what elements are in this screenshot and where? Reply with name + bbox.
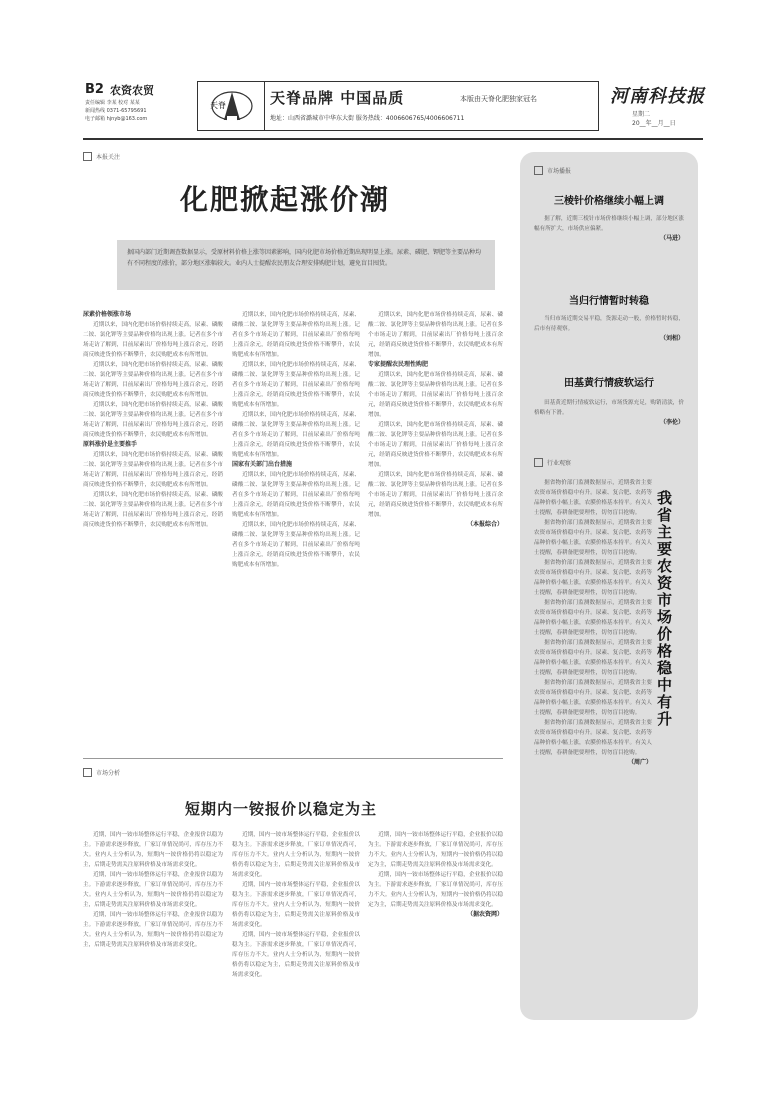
brief-body xyxy=(534,398,684,428)
paragraph: 近期，国内一铵市场整体运行平稳，企业报价以稳为主。下游需求逐步释放，厂家订单情况尚可，库存压力不大。业内人士分析认为，短期内一铵价格仍将以稳定为主，后期走势需关注原料价格及市场需求变化。 xyxy=(368,872,503,908)
subhead: 专家提醒农民理性购肥 xyxy=(368,361,429,368)
section-divider xyxy=(83,758,503,759)
byline: （据农资网） xyxy=(466,911,503,918)
subhead: 尿素价格领涨市场 xyxy=(83,311,132,318)
label-box-icon xyxy=(534,458,543,467)
brief-title: 三棱针价格继续小幅上调 xyxy=(554,196,664,207)
brief-title: 田基黄行情疲软运行 xyxy=(564,378,654,389)
sidebar-label xyxy=(534,458,571,467)
byline: （本报综合） xyxy=(466,521,503,528)
paragraph: 据省物价部门监测数据显示，近期我省主要农资市场价格稳中有升。尿素、复合肥、农药等品种价格小幅上涨，农膜价格基本持平。有关人士提醒，春耕备肥要理性，切勿盲目抢购。 xyxy=(534,520,652,556)
brief-title: 当归行情暂时转稳 xyxy=(569,296,649,307)
subhead: 原料涨价是主要推手 xyxy=(83,441,138,448)
paragraph: 近期以来，国内化肥市场价格持续走高，尿素、磷酸二铵、氯化钾等主要品种价格均出现上涨。记者在多个市场走访了解到，目前尿素出厂价格每吨上涨百余元，经销商反映进货价格不断攀升，农民购肥成本有所增加。 xyxy=(368,372,503,418)
page-number: B2 xyxy=(85,82,104,97)
ad-divider xyxy=(264,82,265,130)
second-headline: 短期内一铵报价以稳定为主 xyxy=(185,800,378,818)
newspaper-masthead: 河南科技报 xyxy=(610,86,705,107)
date-line: 星期二 xyxy=(632,111,651,118)
article-column-3 xyxy=(368,310,503,750)
label-box-icon xyxy=(83,768,92,777)
label-box-icon xyxy=(534,166,543,175)
paragraph: 近期以来，国内化肥市场价格持续走高，尿素、磷酸二铵、氯化钾等主要品种价格均出现上涨。记者在多个市场走访了解到，目前尿素出厂价格每吨上涨百余元，经销商反映进货价格不断攀升，农民购肥成本有所增加。 xyxy=(368,472,503,518)
paragraph: 田基黄近期行情疲软运行，市场货源充足，购销清淡，价格略有下滑。 xyxy=(534,400,684,416)
paragraph: 近期以来，国内化肥市场价格持续走高，尿素、磷酸二铵、氯化钾等主要品种价格均出现上涨。记者在多个市场走访了解到，目前尿素出厂价格每吨上涨百余元，经销商反映进货价格不断攀升，农民购肥成本有所增加。 xyxy=(83,362,223,398)
label-text: 本报关注 xyxy=(96,154,121,161)
paragraph: 近期以来，国内化肥市场价格持续走高，尿素、磷酸二铵、氯化钾等主要品种价格均出现上涨。记者在多个市场走访了解到，目前尿素出厂价格每吨上涨百余元，经销商反映进货价格不断攀升，农民购肥成本有所增加。 xyxy=(232,362,360,408)
paragraph: 近期以来，国内化肥市场价格持续走高，尿素、磷酸二铵、氯化钾等主要品种价格均出现上涨。记者在多个市场走访了解到，目前尿素出厂价格每吨上涨百余元，经销商反映进货价格不断攀升，农民购肥成本有所增加。 xyxy=(83,402,223,438)
article-column-2 xyxy=(232,310,360,750)
subhead: 国家有关部门出台措施 xyxy=(232,461,293,468)
article2-column-3 xyxy=(368,830,503,1020)
tianji-logo xyxy=(204,86,260,126)
paragraph: 据了解，近期三棱针市场价格继续小幅上调，部分地区涨幅有所扩大，市场供应偏紧。 xyxy=(534,216,684,232)
paragraph: 近期以来，国内化肥市场价格持续走高，尿素、磷酸二铵、氯化钾等主要品种价格均出现上涨。记者在多个市场走访了解到，目前尿素出厂价格每吨上涨百余元，经销商反映进货价格不断攀升，农民购肥成本有所增加。 xyxy=(83,322,223,358)
paragraph: 近期以来，国内化肥市场价格持续走高，尿素、磷酸二铵、氯化钾等主要品种价格均出现上涨。记者在多个市场走访了解到，目前尿素出厂价格每吨上涨百余元，经销商反映进货价格不断攀升，农民购肥成本有所增加。 xyxy=(83,452,223,488)
paragraph: 据省物价部门监测数据显示，近期我省主要农资市场价格稳中有升。尿素、复合肥、农药等品种价格小幅上涨，农膜价格基本持平。有关人士提醒，春耕备肥要理性，切勿盲目抢购。 xyxy=(534,600,652,636)
article-column-1 xyxy=(83,310,223,750)
article2-column-2 xyxy=(232,830,360,1020)
paragraph: 近期以来，国内化肥市场价格持续走高，尿素、磷酸二铵、氯化钾等主要品种价格均出现上涨。记者在多个市场走访了解到，目前尿素出厂价格每吨上涨百余元，经销商反映进货价格不断攀升，农民购肥成本有所增加。 xyxy=(232,312,360,358)
ad-address: 地址：山西省潞城市中华东大街 服务热线：4006606765/4006606711 xyxy=(270,115,465,122)
editor-info xyxy=(85,99,147,123)
brief-source: （刘相） xyxy=(659,335,684,342)
date-line: 20__年__月__日 xyxy=(632,120,676,127)
paragraph: 据省物价部门监测数据显示，近期我省主要农资市场价格稳中有升。尿素、复合肥、农药等品种价格小幅上涨，农膜价格基本持平。有关人士提醒，春耕备肥要理性，切勿盲目抢购。 xyxy=(534,680,652,716)
ad-sponsor-note: 本版由天脊化肥独家冠名 xyxy=(460,95,537,103)
paragraph: 近期以来，国内化肥市场价格持续走高，尿素、磷酸二铵、氯化钾等主要品种价格均出现上涨。记者在多个市场走访了解到，目前尿素出厂价格每吨上涨百余元，经销商反映进货价格不断攀升，农民购肥成本有所增加。 xyxy=(368,422,503,468)
brief-source: （马进） xyxy=(659,235,684,242)
paragraph: 当归市场近期交易平稳，货源走动一般，价格暂时转稳，后市有待观察。 xyxy=(534,316,684,332)
issue-date xyxy=(632,110,676,128)
header-rule xyxy=(83,138,703,140)
feature-body xyxy=(534,478,652,1008)
paragraph: 近期，国内一铵市场整体运行平稳，企业报价以稳为主。下游需求逐步释放，厂家订单情况尚可，库存压力不大。业内人士分析认为，短期内一铵价格仍将以稳定为主，后期走势需关注原料价格及市场需求变化。 xyxy=(232,832,360,878)
paragraph: 近期以来，国内化肥市场价格持续走高，尿素、磷酸二铵、氯化钾等主要品种价格均出现上涨。记者在多个市场走访了解到，目前尿素出厂价格每吨上涨百余元，经销商反映进货价格不断攀升，农民购肥成本有所增加。 xyxy=(83,492,223,528)
editor-line: 电子邮箱 hjnyb@163.com xyxy=(85,116,148,122)
section-label xyxy=(83,152,120,161)
paragraph: 据省物价部门监测数据显示，近期我省主要农资市场价格稳中有升。尿素、复合肥、农药等品种价格小幅上涨，农膜价格基本持平。有关人士提醒，春耕备肥要理性，切勿盲目抢购。 xyxy=(534,560,652,596)
paragraph: 近期以来，国内化肥市场价格持续走高，尿素、磷酸二铵、氯化钾等主要品种价格均出现上涨。记者在多个市场走访了解到，目前尿素出厂价格每吨上涨百余元，经销商反映进货价格不断攀升，农民购肥成本有所增加。 xyxy=(232,412,360,458)
editor-line: 责任编辑 李某 校对 某某 xyxy=(85,100,140,106)
paragraph: 据省物价部门监测数据显示，近期我省主要农资市场价格稳中有升。尿素、复合肥、农药等品种价格小幅上涨，农膜价格基本持平。有关人士提醒，春耕备肥要理性，切勿盲目抢购。 xyxy=(534,720,652,756)
ad-slogan: 天脊品牌 中国品质 xyxy=(270,89,405,107)
paragraph: 近期，国内一铵市场整体运行平稳，企业报价以稳为主。下游需求逐步释放，厂家订单情况尚可，库存压力不大。业内人士分析认为，短期内一铵价格仍将以稳定为主，后期走势需关注原料价格及市场需求变化。 xyxy=(83,872,223,908)
sidebar-label xyxy=(534,166,571,175)
brief-body xyxy=(534,214,684,244)
paragraph: 近期以来，国内化肥市场价格持续走高，尿素、磷酸二铵、氯化钾等主要品种价格均出现上涨。记者在多个市场走访了解到，目前尿素出厂价格每吨上涨百余元，经销商反映进货价格不断攀升，农民购肥成本有所增加。 xyxy=(232,522,360,568)
paragraph: 近期以来，国内化肥市场价格持续走高，尿素、磷酸二铵、氯化钾等主要品种价格均出现上涨。记者在多个市场走访了解到，目前尿素出厂价格每吨上涨百余元，经销商反映进货价格不断攀升，农民购肥成本有所增加。 xyxy=(368,312,503,358)
label-box-icon xyxy=(83,152,92,161)
brief-body xyxy=(534,314,684,344)
section-label xyxy=(83,768,120,777)
label-text: 行业观察 xyxy=(547,460,572,467)
logo-text: 天脊 xyxy=(210,101,226,110)
section-name: 农资农贸 xyxy=(110,84,154,97)
paragraph: 据省物价部门监测数据显示，近期我省主要农资市场价格稳中有升。尿素、复合肥、农药等品种价格小幅上涨，农膜价格基本持平。有关人士提醒，春耕备肥要理性，切勿盲目抢购。 xyxy=(534,640,652,676)
brief-source: （李伦） xyxy=(659,419,684,426)
label-text: 市场播报 xyxy=(547,168,572,175)
editor-line: 新闻热线 0371-65795691 xyxy=(85,108,147,114)
feature-vertical-title: 我省主要农资市场价格稳中有升 xyxy=(657,489,673,728)
main-headline: 化肥掀起涨价潮 xyxy=(180,183,391,216)
advertisement-banner xyxy=(197,81,599,131)
paragraph: 据省物价部门监测数据显示，近期我省主要农资市场价格稳中有升。尿素、复合肥、农药等品种价格小幅上涨，农膜价格基本持平。有关人士提醒，春耕备肥要理性，切勿盲目抢购。 xyxy=(534,480,652,516)
feature-source: （周广） xyxy=(627,759,652,766)
label-text: 市场分析 xyxy=(96,770,121,777)
article2-column-1 xyxy=(83,830,223,1020)
lead-summary: 据国内部门近期调查数据显示，受原材料价格上涨等因素影响，国内化肥市场价格近期出现明显上涨。尿素、磷肥、钾肥等主要品种均有不同程度的涨价，部分地区涨幅较大。业内人士提醒农民朋友合理安排购肥计划，避免盲目囤货。 xyxy=(117,240,495,290)
paragraph: 近期以来，国内化肥市场价格持续走高，尿素、磷酸二铵、氯化钾等主要品种价格均出现上涨。记者在多个市场走访了解到，目前尿素出厂价格每吨上涨百余元，经销商反映进货价格不断攀升，农民购肥成本有所增加。 xyxy=(232,472,360,518)
paragraph: 近期，国内一铵市场整体运行平稳，企业报价以稳为主。下游需求逐步释放，厂家订单情况尚可，库存压力不大。业内人士分析认为，短期内一铵价格仍将以稳定为主，后期走势需关注原料价格及市场需求变化。 xyxy=(232,932,360,978)
paragraph: 近期，国内一铵市场整体运行平稳，企业报价以稳为主。下游需求逐步释放，厂家订单情况尚可，库存压力不大。业内人士分析认为，短期内一铵价格仍将以稳定为主，后期走势需关注原料价格及市场需求变化。 xyxy=(83,912,223,948)
paragraph: 近期，国内一铵市场整体运行平稳，企业报价以稳为主。下游需求逐步释放，厂家订单情况尚可，库存压力不大。业内人士分析认为，短期内一铵价格仍将以稳定为主，后期走势需关注原料价格及市场需求变化。 xyxy=(232,882,360,928)
paragraph: 近期，国内一铵市场整体运行平稳，企业报价以稳为主。下游需求逐步释放，厂家订单情况尚可，库存压力不大。业内人士分析认为，短期内一铵价格仍将以稳定为主，后期走势需关注原料价格及市场需求变化。 xyxy=(368,832,503,868)
paragraph: 近期，国内一铵市场整体运行平稳，企业报价以稳为主。下游需求逐步释放，厂家订单情况尚可，库存压力不大。业内人士分析认为，短期内一铵价格仍将以稳定为主，后期走势需关注原料价格及市场需求变化。 xyxy=(83,832,223,868)
